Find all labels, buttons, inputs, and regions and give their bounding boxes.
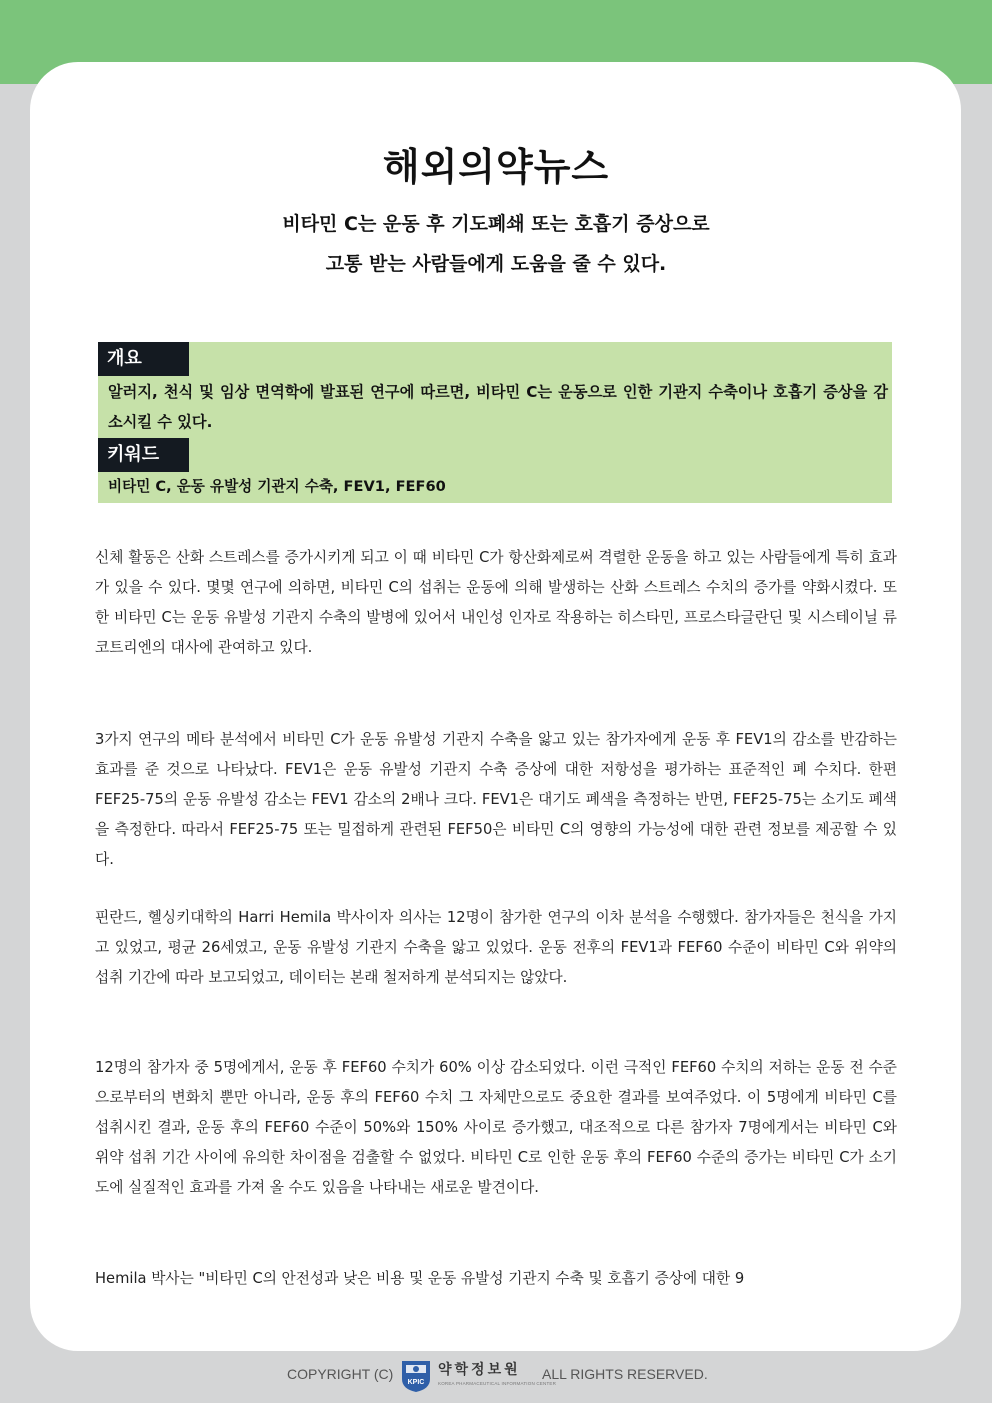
page-title: 해외의약뉴스 xyxy=(382,145,610,189)
body-paragraph-4: 12명의 참가자 중 5명에게서, 운동 후 FEF60 수치가 60% 이상 감소되었다. 이런 극적인 FEF60 수치의 저하는 운동 전 수준으로부터의 변화치 뿐만 아니라, 운동 후의 FEF60 수치 그 자체만으로도 중요한 결과를 보여주었다. 이 5명에게 비타민 C를 섭취시킨 결과, 운동 후의 FEF60 수준이 50%와 150% 사이로 증가했고, 대조적으로 다른 참가자 7명에게서는 비타민 C와 위약 섭취 기간 사이에 유의한 차이점을 검출할 수 없었다. 비타민 C로 인한 운동 후의 FEF60 수준의 증가는 비타민 C가 소기도에 실질적인 효과를 가져 올 수도 있음을 나타내는 새로운 발견이다. xyxy=(95,1059,897,1196)
footer xyxy=(0,1357,992,1395)
body-paragraph-3: 핀란드, 헬싱키대학의 Harri Hemila 박사이자 의사는 12명이 참가한 연구의 이차 분석을 수행했다. 참가자들은 천식을 가지고 있었고, 평균 26세였고, 운동 유발성 기관지 수축을 앓고 있었다. 운동 전후의 FEV1과 FEF60 수준이 비타민 C와 위약의 섭취 기간에 따라 보고되었고, 데이터는 본래 철저하게 분석되지는 않았다. xyxy=(95,909,897,986)
kpic-logo-icon xyxy=(400,1359,432,1393)
headline-line-2: 고통 받는 사람들에게 도움을 줄 수 있다. xyxy=(325,253,667,275)
copyright-right: ALL RIGHTS RESERVED. xyxy=(542,1366,708,1382)
org-name: 약학정보원 xyxy=(438,1362,521,1378)
headline-line-1: 비타민 C는 운동 후 기도폐쇄 또는 호흡기 증상으로 xyxy=(282,213,710,235)
overview-label: 개요 xyxy=(98,342,189,376)
body-paragraph-2: 3가지 연구의 메타 분석에서 비타민 C가 운동 유발성 기관지 수축을 앓고 있는 참가자에게 운동 후 FEV1의 감소를 반감하는 효과를 준 것으로 나타났다. FEV1은 운동 유발성 기관지 수축 증상에 대한 저항성을 평가하는 표준적인 폐 수치다. 한편 FEF25-75의 운동 유발성 감소는 FEV1 감소의 2배나 크다. FEV1은 대기도 폐색을 측정하는 반면, FEF25-75는 소기도 폐색을 측정한다. 따라서 FEF25-75 또는 밀접하게 관련된 FEF50은 비타민 C의 영향의 가능성에 대한 관련 정보를 제공할 수 있다. xyxy=(95,731,897,868)
overview-text: 알러지, 천식 및 임상 면역학에 발표된 연구에 따르면, 비타민 C는 운동으로 인한 기관지 수축이나 호흡기 증상을 감소시킬 수 있다. xyxy=(108,383,888,431)
keyword-label: 키워드 xyxy=(98,438,189,472)
logo-text: KPIC xyxy=(407,1379,425,1386)
copyright-left: COPYRIGHT (C) xyxy=(287,1366,394,1382)
summary-box xyxy=(98,342,892,503)
keyword-text: 비타민 C, 운동 유발성 기관지 수축, FEV1, FEF60 xyxy=(108,478,446,495)
body-paragraph-1: 신체 활동은 산화 스트레스를 증가시키게 되고 이 때 비타민 C가 항산화제로써 격렬한 운동을 하고 있는 사람들에게 특히 효과가 있을 수 있다. 몇몇 연구에 의하면, 비타민 C의 섭취는 운동에 의해 발생하는 산화 스트레스 수치의 증가를 약화시켰다. 또한 비타민 C는 운동 유발성 기관지 수축의 발병에 있어서 내인성 인자로 작용하는 히스타민, 프로스타글란딘 및 시스테이닐 류코트리엔의 대사에 관여하고 있다. xyxy=(95,549,897,656)
body-paragraph-5: Hemila 박사는 "비타민 C의 안전성과 낮은 비용 및 운동 유발성 기관지 수축 및 호흡기 증상에 대한 9 xyxy=(95,1270,745,1287)
org-subtitle: KOREA PHARMACEUTICAL INFORMATION CENTER xyxy=(438,1381,557,1386)
